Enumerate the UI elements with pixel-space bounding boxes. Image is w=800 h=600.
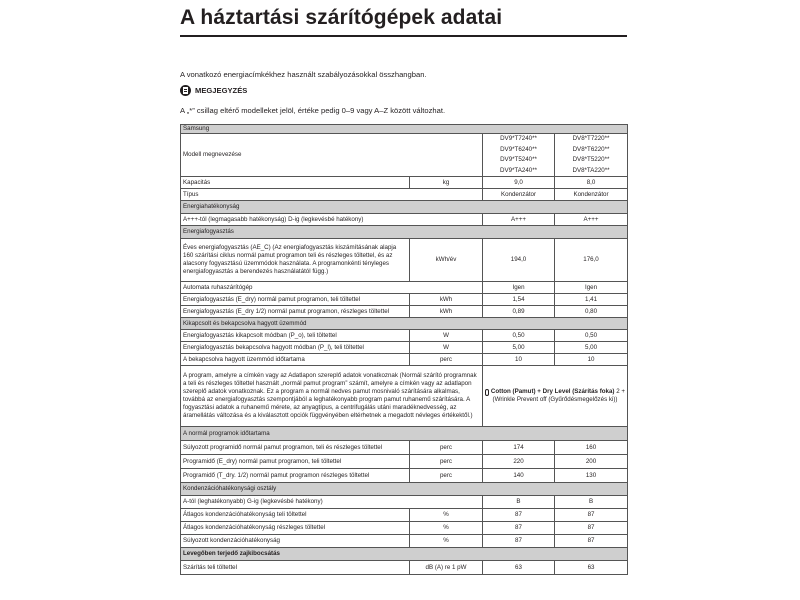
section-title: Kikapcsolt és bekapcsolva hagyott üzemmód (181, 318, 628, 330)
model-name: DV9*TA240** (499, 166, 538, 174)
row-value: 130 (555, 469, 628, 483)
model-col1 (483, 134, 555, 177)
row-label: Energiafogyasztás bekapcsolva hagyott módban (P_l), teli töltettel (181, 342, 410, 354)
row-value: 8,0 (555, 177, 628, 189)
row-unit: perc (410, 455, 483, 469)
row-value: A+++ (483, 214, 555, 226)
model-name: DV9*T5240** (500, 156, 537, 164)
row-value: 174 (483, 441, 555, 455)
table-row (181, 177, 628, 189)
row-value: B (555, 496, 628, 509)
program-value-suffix: 2 + (616, 388, 626, 395)
section-row (181, 427, 628, 441)
table-row (181, 282, 628, 294)
row-value: 1,54 (483, 294, 555, 306)
row-value: 176,0 (555, 239, 628, 282)
brand-cell: Samsung (181, 125, 628, 134)
section-row (181, 201, 628, 214)
row-value: 194,0 (483, 239, 555, 282)
row-unit: dB (A) re 1 pW (410, 561, 483, 575)
table-row (181, 189, 628, 201)
note-text: A „*” csillag eltérő modelleket jelöl, értéke pedig 0–9 vagy A–Z között változhat. (180, 106, 446, 115)
row-unit: kWh/év (410, 239, 483, 282)
row-value: 63 (555, 561, 628, 575)
row-unit: % (410, 522, 483, 535)
row-value: 0,89 (483, 306, 555, 318)
model-label: Modell megnevezése (181, 134, 483, 177)
row-value: Igen (483, 282, 555, 294)
row-value: 1,41 (555, 294, 628, 306)
row-unit: W (410, 342, 483, 354)
row-value: 160 (555, 441, 628, 455)
row-value: 10 (483, 354, 555, 366)
row-value: 10 (555, 354, 628, 366)
row-label: Energiafogyasztás (E_dry) normál pamut programon, teli töltettel (181, 294, 410, 306)
row-label: A-tól (leghatékonyabb) G-ig (legkevésbé hatékony) (181, 496, 483, 509)
model-col2 (555, 134, 628, 177)
table-row (181, 441, 628, 455)
model-name: DV9*T6240** (500, 145, 537, 153)
row-unit: kg (410, 177, 483, 189)
row-label: Energiafogyasztás (E_dry 1/2) normál pamut programon, részleges töltettel (181, 306, 410, 318)
row-value: 200 (555, 455, 628, 469)
row-unit: perc (410, 354, 483, 366)
row-unit: W (410, 330, 483, 342)
row-unit: % (410, 509, 483, 522)
table-row-model (181, 134, 628, 177)
section-title: Energiahatékonyság (181, 201, 628, 214)
note-heading (180, 84, 247, 97)
table-row (181, 535, 628, 548)
row-value: 140 (483, 469, 555, 483)
row-value: 0,50 (483, 330, 555, 342)
row-value: 9,0 (483, 177, 555, 189)
section-row (181, 226, 628, 239)
row-value: 87 (483, 509, 555, 522)
row-label: A bekapcsolva hagyott üzemmód időtartama (181, 354, 410, 366)
table-row (181, 455, 628, 469)
row-unit: kWh (410, 306, 483, 318)
row-label: Súlyozott programidő normál pamut programon, teli és részleges töltettel (181, 441, 410, 455)
row-label: Átlagos kondenzációhatékonyság részleges töltettel (181, 522, 410, 535)
title-rule (180, 35, 627, 37)
section-row (181, 483, 628, 496)
row-unit: kWh (410, 294, 483, 306)
model-name: DV8*T5220** (572, 156, 610, 164)
row-value: 5,00 (555, 342, 628, 354)
row-unit: % (410, 535, 483, 548)
program-main-line (485, 388, 625, 396)
table-row (181, 214, 628, 226)
program-dial-icon (485, 389, 489, 396)
program-value (483, 366, 628, 427)
row-unit: perc (410, 441, 483, 455)
model-name: DV8*T6220** (572, 145, 610, 153)
row-unit: perc (410, 469, 483, 483)
row-value: Kondenzátor (483, 189, 555, 201)
section-title: Kondenzációhatékonysági osztály (181, 483, 628, 496)
section-title: Levegőben terjedő zajkibocsátás (181, 548, 628, 561)
row-value: 0,80 (555, 306, 628, 318)
table-row (181, 561, 628, 575)
row-value: 63 (483, 561, 555, 575)
table-row (181, 509, 628, 522)
row-value: B (483, 496, 555, 509)
row-value: 0,50 (555, 330, 628, 342)
row-label: Kapacitás (181, 177, 410, 189)
table-row (181, 294, 628, 306)
row-value: 87 (483, 522, 555, 535)
row-value: 5,00 (483, 342, 555, 354)
note-label: MEGJEGYZÉS (195, 86, 248, 95)
row-label: Programidő (T_dry. 1/2) normál pamut programon részleges töltettel (181, 469, 410, 483)
row-value: A+++ (555, 214, 628, 226)
model-name: DV9*T7240** (500, 135, 537, 143)
spec-table (180, 124, 628, 575)
model-name: DV8*T7220** (572, 135, 610, 143)
row-value: 87 (555, 535, 628, 548)
row-label: Energiafogyasztás kikapcsolt módban (P_o), teli töltettel (181, 330, 410, 342)
note-icon (180, 85, 191, 96)
row-label: Automata ruhaszárítógép (181, 282, 483, 294)
row-value: Igen (555, 282, 628, 294)
row-label: Típus (181, 189, 483, 201)
row-label: A program, amelyre a címkén vagy az Adatlapon szereplő adatok vonatkoznak (Normál szárító programnak a teli és részleges töltettel használt „normál pamut program” számít, amelyre a címkén vagy az adatlapon szereplő adatok vonatkoznak. Ez a program a normál nedves pamut mosnivaló szárítására alkalmas, továbbá az energiafogyasztás szempontjából a leghatékonyabb program pamut ruhanemű szárítására. A fogyasztási adatok a ruhanemű mérete, az anyagtípus, a centrifugálás utáni maradéknedvesség, az áramellátás változása és a kiválasztott opciók függvényében eltérhetnek a megadott névleges értékektől.) (181, 366, 483, 427)
row-label: A+++-tól (legmagasabb hatékonyság) D-ig (legkevésbé hatékony) (181, 214, 483, 226)
row-label: Súlyozott kondenzációhatékonyság (181, 535, 410, 548)
row-label: Programidő (E_dry) normál pamut programon, teli töltettel (181, 455, 410, 469)
table-row (181, 496, 628, 509)
row-label: Szárítás teli töltettel (181, 561, 410, 575)
row-label: Átlagos kondenzációhatékonyság teli töltettel (181, 509, 410, 522)
table-row-brand (181, 125, 628, 134)
model-name: DV8*TA220** (572, 166, 610, 174)
program-value-main: Cotton (Pamut) + Dry Level (Szárítás foka) (490, 388, 615, 395)
table-row (181, 354, 628, 366)
section-row (181, 318, 628, 330)
row-label: Éves energiafogyasztás (AE_C) (Az energiafogyasztás kiszámításának alapja 160 szárítási ciklus normál pamut programon teli és részleges töltettel, és az alacsony fogyasztású üzemmódok használata. A programonkénti tényleges energiafogyasztás a berendezés használatától függ.) (181, 239, 410, 282)
section-title: Energiafogyasztás (181, 226, 628, 239)
table-row (181, 522, 628, 535)
program-value-sub: (Wrinkle Prevent off (Gyűrődésmegelőzés ki)) (492, 396, 618, 404)
row-value: 220 (483, 455, 555, 469)
intro-text: A vonatkozó energiacímkékhez használt szabályozásokkal összhangban. (180, 70, 427, 79)
table-row (181, 342, 628, 354)
row-value: 87 (555, 509, 628, 522)
row-value: 87 (555, 522, 628, 535)
table-row (181, 239, 628, 282)
page-title: A háztartási szárítógépek adatai (180, 6, 503, 29)
table-row-program (181, 366, 628, 427)
row-value: 87 (483, 535, 555, 548)
table-row (181, 469, 628, 483)
table-row (181, 330, 628, 342)
section-row (181, 548, 628, 561)
table-row (181, 306, 628, 318)
row-value: Kondenzátor (555, 189, 628, 201)
section-title: A normál programok időtartama (181, 427, 628, 441)
